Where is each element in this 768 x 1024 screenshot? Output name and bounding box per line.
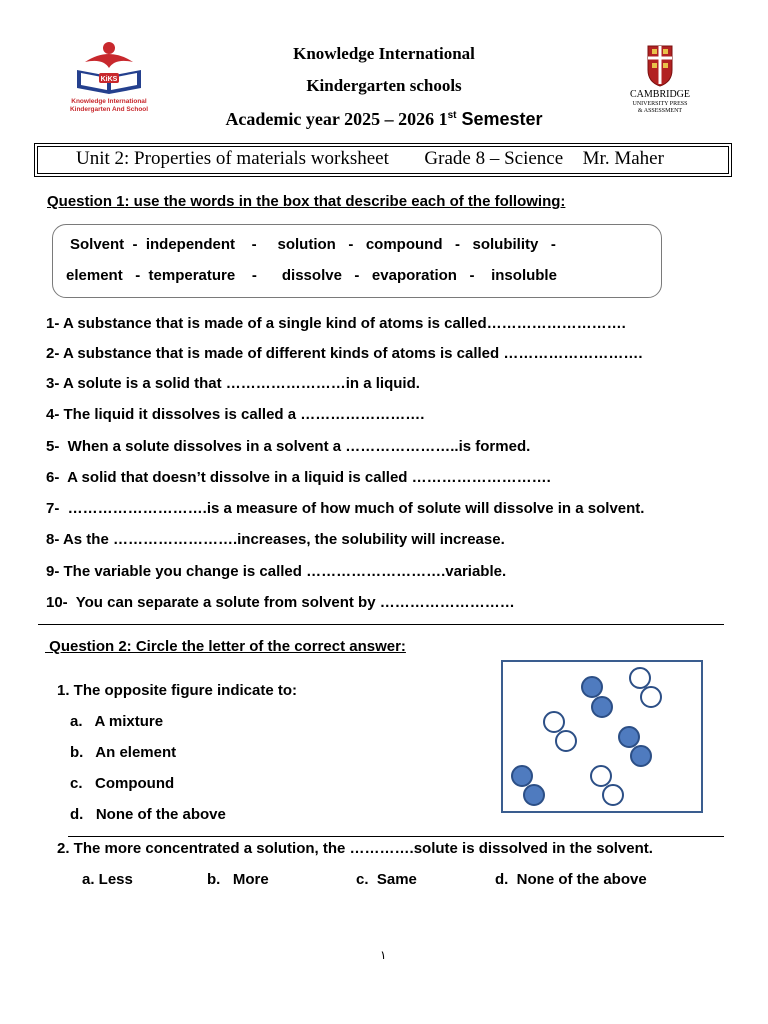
empty-particle-pair-2 — [544, 712, 576, 751]
q2-2-option-d[interactable]: d. None of the above — [495, 871, 647, 888]
q1-item-4: 4- The liquid it dissolves is called a ……………………. — [46, 406, 425, 423]
year-prefix: Academic year 2025 – 2026 1 — [225, 109, 448, 129]
filled-particle-pair-1 — [582, 677, 612, 717]
word-bank-row1: Solvent - independent - solution - compound - solubility - — [70, 236, 556, 253]
unit-title: Unit 2: Properties of materials worksheet — [76, 148, 389, 169]
svg-text:& ASSESSMENT: & ASSESSMENT — [637, 108, 683, 114]
svg-text:Kindergarten And School: Kindergarten And School — [69, 106, 149, 113]
semester-label: Semester — [456, 109, 543, 129]
grade-label: Grade 8 – Science — [424, 148, 564, 169]
word-bank-row2: element - temperature - dissolve - evaporation - insoluble — [66, 267, 557, 284]
question1-title: Question 1: use the words in the box that describe each of the following: — [47, 193, 566, 210]
q1-item-6: 6- A solid that doesn’t dissolve in a liquid is called ………………………. — [46, 469, 551, 486]
question2-title: Question 2: Circle the letter of the correct answer: — [45, 638, 406, 655]
teacher-name: Mr. Maher — [582, 148, 664, 169]
school-name-line1: Knowledge International — [293, 44, 475, 63]
section-divider — [38, 624, 724, 625]
q1-item-9: 9- The variable you change is called ……………………….variable. — [46, 563, 507, 580]
empty-particle-pair-1 — [630, 668, 661, 707]
question-divider — [68, 836, 724, 837]
q2-2-option-c[interactable]: c. Same — [356, 871, 417, 888]
q1-item-10: 10- You can separate a solute from solvent by ……………………… — [46, 594, 515, 611]
svg-text:Knowledge International: Knowledge International — [71, 98, 147, 105]
q2-2-option-a[interactable]: a. Less — [82, 871, 133, 888]
q1-item-5: 5- When a solute dissolves in a solvent a …………………..is formed. — [46, 438, 531, 455]
filled-particle-pair-3 — [512, 766, 544, 805]
svg-text:UNIVERSITY PRESS: UNIVERSITY PRESS — [632, 101, 688, 107]
q2-1-option-c[interactable]: c. Compound — [70, 775, 175, 792]
year-superscript: st — [447, 110, 457, 121]
svg-text:CAMBRIDGE: CAMBRIDGE — [629, 89, 691, 100]
q1-item-1: 1- A substance that is made of a single kind of atoms is called………………………. — [46, 315, 626, 332]
q2-1-option-b[interactable]: b. An element — [70, 744, 177, 761]
q1-item-7: 7- ……………………….is a measure of how much of solute will dissolve in a solvent. — [46, 500, 645, 517]
q2-1-option-a[interactable]: a. A mixture — [70, 713, 164, 730]
filled-particle-pair-2 — [619, 727, 651, 766]
cambridge-logo — [615, 44, 705, 114]
svg-text:KiKS: KiKS — [100, 76, 118, 83]
empty-particle-pair-3 — [591, 766, 623, 805]
q2-2-option-b[interactable]: b. More — [207, 871, 269, 888]
word-bank-box — [52, 224, 662, 298]
unit-title-row — [76, 148, 664, 170]
q1-item-2: 2- A substance that is made of different kinds of atoms is called ………………………. — [46, 345, 643, 362]
school-name-line2: Kindergarten schools — [306, 76, 462, 95]
page-number: ١ — [380, 948, 387, 962]
q2-question-2: 2. The more concentrated a solution, the ………….solute is dissolved in the solvent. — [57, 840, 653, 857]
q2-1-option-d[interactable]: d. None of the above — [70, 806, 226, 823]
q2-question-1: 1. The opposite figure indicate to: — [57, 682, 298, 699]
q1-item-8: 8- As the …………………….increases, the solubility will increase. — [46, 531, 505, 548]
particle-figure — [501, 660, 703, 813]
q1-item-3: 3- A solute is a solid that ……………………in a liquid. — [46, 375, 420, 392]
